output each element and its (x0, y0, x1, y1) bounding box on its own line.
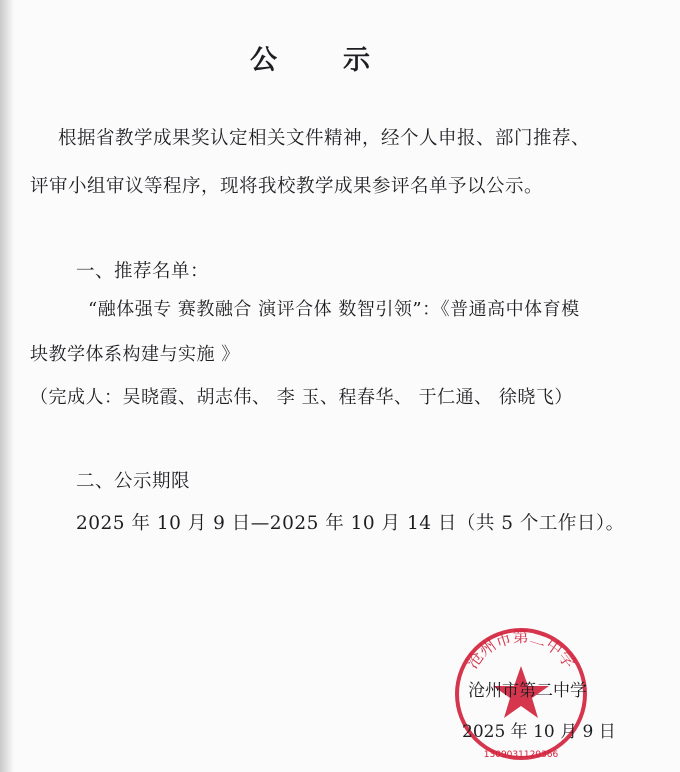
section-2-heading: 二、公示期限 (76, 471, 191, 492)
title-char: 公 (250, 45, 277, 76)
section-1-heading: 一、推荐名单： (76, 261, 210, 282)
page-title (250, 38, 370, 77)
contributors-line: （完成人：吴晓霞、胡志伟、 李 玉、程春华、 于仁通、 徐晓飞） (30, 387, 573, 408)
intro-line-2: 评审小组审议等程序，现将我校教学成果参评名单予以公示。 (30, 176, 544, 197)
signature-date: 2025 年 10 月 9 日 (462, 722, 616, 742)
seal-text: 沧州市第二中学 (462, 627, 580, 673)
intro-line-1: 根据省教学成果奖认定相关文件精神，经个人申报、部门推荐、 (58, 128, 591, 149)
publicity-period: 2025 年 10 月 9 日—2025 年 10 月 14 日（共 5 个工作日）。 (76, 513, 625, 534)
seal-number: 1309031120366 (483, 750, 559, 760)
scan-edge-shadow (0, 0, 14, 772)
title-char: 示 (343, 45, 370, 76)
nomination-line-1: “融体强专 赛教融合 演评合体 数智引领”：《普通高中体育模 (88, 299, 580, 320)
nomination-line-2: 块教学体系构建与实施 》 (30, 344, 240, 365)
signature-org: 沧州市第二中学 (468, 681, 587, 701)
svg-text:沧州市第二中学 (462, 627, 579, 672)
